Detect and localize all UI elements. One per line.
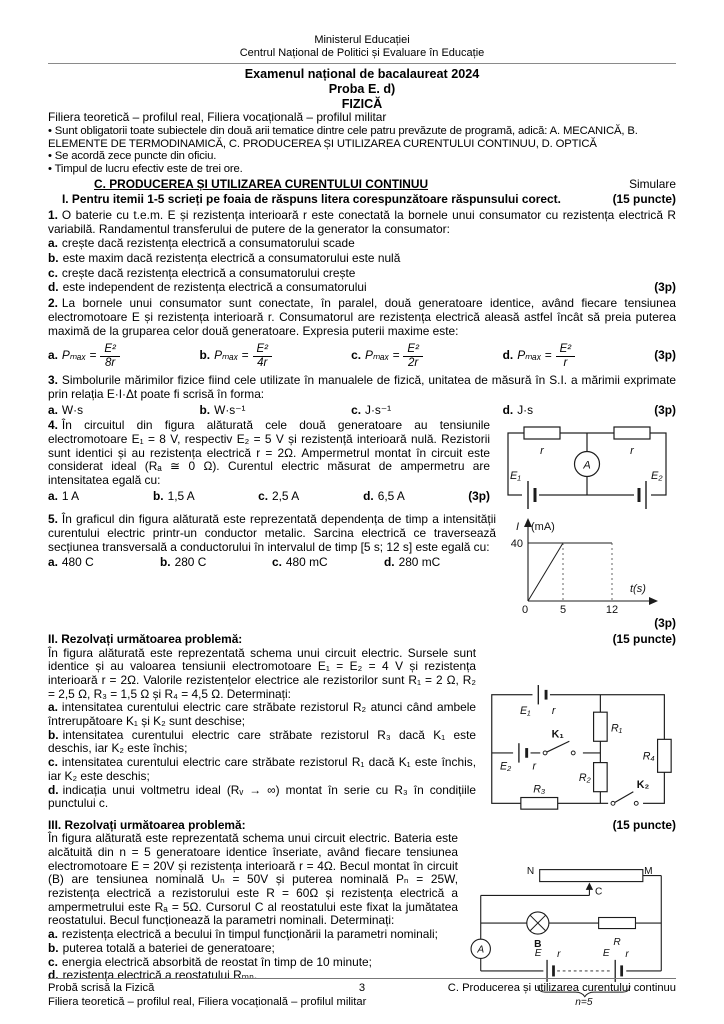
task-letter: c. (48, 755, 58, 770)
task-text: energia electrică absorbită de reostat în timp de 10 minute; (61, 954, 372, 969)
section-heading-row (48, 178, 676, 192)
fraction (403, 343, 423, 370)
source-label: E₂ (499, 760, 512, 773)
points-badge: (3p) (468, 488, 490, 503)
bulb-icon (527, 912, 549, 934)
x-axis-label: t(s) (630, 583, 646, 596)
exam-title: Examenul național de bacalaureat 2024 (244, 66, 480, 81)
option-letter: b. (48, 251, 59, 266)
resistor-label: R₁ (611, 722, 623, 735)
rheostat (540, 870, 643, 890)
option-text: W·s⁻¹ (214, 402, 246, 417)
fraction-numerator: E² (100, 343, 120, 357)
task-text: rezistența electrică a reostatului Rₘₙ. (62, 968, 258, 983)
resistor (599, 918, 636, 929)
points-badge: (3p) (654, 616, 676, 631)
option-letter: b. (199, 402, 211, 417)
internal-resistance-label: r (532, 760, 537, 773)
graph-curve (528, 543, 612, 601)
option-a (48, 237, 676, 251)
part2-heading: II. Rezolvați următoarea problemă: (48, 631, 243, 646)
question-body: Simbolurile mărimilor fizice fiind cele utilizate în manualele de fizică, unitatea de măsură în S.I. a mărimii exprimate prin relația E·I·Δt poate fi scrisă în forma: (48, 373, 676, 401)
option-text: 480 C (61, 555, 94, 570)
internal-resistance-label: r (551, 704, 556, 717)
switch-icon (540, 741, 643, 805)
task-letter: b. (48, 940, 59, 955)
option-d (503, 404, 655, 418)
resistor-label: R (613, 937, 621, 949)
option-c (48, 267, 676, 281)
resistor-label: R₃ (533, 783, 546, 796)
option-a (48, 404, 200, 418)
part1-points: (15 puncte) (612, 192, 676, 207)
option-letter: d. (363, 488, 374, 503)
source-label: E (602, 948, 610, 960)
option-letter: c. (272, 555, 282, 570)
general-instructions (48, 125, 676, 176)
x-axis-arrow (649, 597, 658, 605)
ammeter-icon (471, 939, 490, 958)
question-number: 1. (48, 208, 58, 223)
option-letter: c. (48, 265, 58, 280)
footer-doc-title: Probă scrisă la Fizică (48, 981, 155, 994)
switch-label: K₂ (636, 778, 650, 791)
source-label: E₂ (651, 470, 663, 483)
question-body: În graficul din figura alăturată este reprezentată dependența de timp a intensității curentului electric printr-un conductor metalic. Sarcina electrică ce traversează secțiunea transversală a conductorului în intervalul de timp [5 s; 12 s] este egală cu: (48, 512, 496, 554)
options-row (48, 404, 676, 418)
footer-section: C. Producerea și utilizarea curentului continuu (447, 981, 677, 994)
part2-heading-row (48, 633, 676, 647)
simulare-label: Simulare (629, 176, 676, 191)
ministry-line: Ministerul Educației (314, 34, 410, 46)
option-b (48, 252, 676, 266)
option-c (351, 404, 503, 418)
footer-row-1 (48, 981, 676, 996)
option-text: 1,5 A (167, 488, 195, 503)
question-4 (48, 419, 676, 503)
task-letter: b. (48, 727, 59, 742)
formula-lhs: Pₘₐₓ = (365, 348, 400, 363)
task-letter: c. (48, 954, 58, 969)
question-3 (48, 374, 676, 417)
option-text: 280 C (174, 555, 207, 570)
x-tick-label: 12 (605, 604, 619, 616)
option-text: este maxim dacă rezistența electrică a consumatorului este nulă (62, 251, 401, 266)
option-text: este independent de rezistența electrică a consumatorului (62, 280, 367, 295)
bulb-label: B (534, 939, 542, 951)
question-number: 3. (48, 373, 58, 388)
option-b (153, 490, 258, 504)
task-letter: a. (48, 700, 58, 715)
page-footer (48, 978, 676, 1010)
option-letter: b. (199, 348, 211, 363)
resistor-label: r (540, 445, 544, 458)
option-letter: d. (502, 402, 514, 417)
option-a (48, 343, 200, 370)
points-badge: (3p) (654, 402, 676, 417)
task-letter: d. (48, 782, 59, 797)
fraction (100, 343, 120, 370)
option-a (48, 556, 160, 570)
task-text: puterea totală a bateriei de generatoare; (62, 940, 275, 955)
x-tick-label: 5 (559, 604, 567, 616)
option-letter: c. (258, 488, 269, 503)
option-letter: c. (351, 348, 362, 363)
ammeter-label: A (583, 459, 591, 472)
filiera-line: Filiera teoretică – profilul real, Filiera vocațională – profilul militar (48, 110, 387, 125)
source-label: E₁ (520, 704, 531, 717)
fraction-denominator: 4r (257, 356, 268, 369)
option-text: 2,5 A (272, 488, 300, 503)
question-number: 5. (48, 512, 58, 527)
option-text: J·s⁻¹ (365, 402, 392, 417)
option-letter: b. (160, 555, 171, 570)
fraction-numerator: E² (253, 343, 273, 357)
ammeter-label: A (477, 944, 485, 956)
option-c (272, 556, 384, 570)
option-text: crește dacă rezistența electrică a consumatorului crește (61, 265, 356, 280)
switch-label: K₁ (551, 728, 564, 741)
formula-lhs: Pₘₐₓ = (214, 348, 249, 363)
source-label: E (534, 948, 542, 960)
option-d (48, 281, 676, 295)
exam-subject: FIZICĂ (341, 96, 383, 111)
option-letter: a. (48, 236, 58, 251)
option-b (160, 556, 272, 570)
page-number: 3 (358, 981, 366, 994)
option-b (200, 404, 352, 418)
y-tick-label: 40 (510, 538, 523, 551)
fraction-denominator: 8r (104, 356, 116, 369)
circuit-figure-q4 (498, 419, 676, 511)
generator-count-label: n=5 (575, 997, 593, 1009)
resistor-label: r (630, 445, 634, 458)
cursor-label: C (594, 886, 603, 898)
question-body: La bornele unui consumator sunt conectate, în paralel, două generatoare identice, având fiecare tensiunea electromotoare E și rezistența interioară r. Consumatorul are rezistența electrică aleasă astfel încât să preia puterea maximă de la gruparea celor două generatoare. Expresia puterii maxime este: (48, 296, 676, 338)
question-number: 2. (48, 296, 58, 311)
option-d (384, 556, 496, 570)
part2-body (48, 647, 676, 811)
option-letter: d. (48, 280, 59, 295)
task-text: rezistența electrică a becului în timpul funcționării la parametri nominali; (61, 927, 438, 942)
option-text: W·s (61, 402, 84, 417)
option-text: 280 mC (398, 555, 441, 570)
question-3-text (48, 374, 676, 401)
question-number: 4. (48, 418, 58, 433)
current-time-graph (504, 513, 676, 615)
formula-lhs: Pₘₐₓ = (61, 348, 97, 363)
option-text: 480 mC (285, 555, 328, 570)
formula-lhs: Pₘₐₓ = (517, 348, 552, 363)
circuit-figure-p2 (484, 683, 676, 817)
option-d (363, 490, 468, 504)
footer-filiera: Filiera teoretică – profilul real, Filiera vocațională – profilul militar (48, 996, 367, 1009)
part3-heading: III. Rezolvați următoarea problemă: (48, 817, 246, 832)
section-title: C. PRODUCEREA ȘI UTILIZAREA CURENTULUI CONTINUU (94, 176, 429, 191)
option-letter: a. (48, 348, 58, 363)
option-letter: a. (48, 555, 58, 570)
option-letter: b. (153, 488, 164, 503)
part1-heading: I. Pentru itemii 1-5 scrieți pe foaia de răspuns litera corespunzătoare răspunsului corect. (62, 192, 561, 207)
resistor-label: R₄ (642, 750, 655, 763)
header-divider (48, 63, 676, 64)
question-1-text (48, 209, 676, 236)
option-c (351, 343, 503, 370)
option-letter: d. (502, 348, 514, 363)
points-badge: (3p) (654, 280, 676, 295)
part2-points: (15 puncte) (612, 631, 676, 646)
option-letter: a. (48, 402, 58, 417)
instruction-item: • Sunt obligatorii toate subiectele din două arii tematice dintre cele patru prevăzute de programă, adică: A. MECANICĂ, B. ELEMENTE DE TERMODINAMICĂ, C. PRODUCEREA ȘI UTILIZAREA CURENTULUI CONTINUU, D. OPTICĂ (48, 125, 676, 150)
option-text: J·s (517, 402, 534, 417)
option-text: 1 A (61, 488, 80, 503)
cursor-arrow-icon (586, 883, 593, 890)
question-body: În circuitul din figura alăturată cele două generatoare au tensiunile electromotoare E₁ = 8 V, respectiv E₂ = 5 V și rezistență interioară nulă. Rezistorii sunt identici și au rezistența electrică r = 2Ω. Ampermetrul montat în circuit este considerat ideal (Rₐ ≅ 0 Ω). Curentul electric măsurat de ampermetru are intensitatea egală cu: (48, 418, 490, 488)
fraction (253, 343, 273, 370)
option-d (503, 343, 655, 370)
center-line: Centrul Național de Politici și Evaluare în Educație (239, 47, 485, 60)
x-tick-label: 0 (521, 604, 529, 616)
task-text: indicația unui voltmetru ideal (Rᵥ → ∞) montat în serie cu R₃ în condițiile punctului c. (48, 782, 476, 811)
task-letter: a. (48, 927, 58, 942)
instruction-item: • Se acordă zece puncte din oficiu. (48, 150, 676, 163)
option-letter: a. (48, 488, 58, 503)
internal-resistance-label: r (625, 949, 629, 961)
task-text: intensitatea curentului electric care străbate rezistorul R₁ dacă K₁ este închis, iar K₂ este deschis; (48, 755, 476, 783)
question-1 (48, 209, 676, 295)
task-text: intensitatea curentului electric care străbate rezistorul R₂ atunci când ambele întrerupătoare K₁ și K₂ sunt deschise; (48, 700, 476, 729)
option-text: crește dacă rezistența electrică a consumatorului scade (61, 236, 355, 251)
part3-intro: În figura alăturată este reprezentată schema unui circuit electric. Bateria este alcătuită din n = 5 generatoare identice înseriate, având fiecare tensiunea electromotoare E = 20V și rezistența interioară r = 4Ω. Becul montat în circuit (B) are tensiunea nominală Uₙ = 50V și puterea nominală Pₙ = 25W, rezistența electrică a rezistorului este R = 60Ω și rezistența electrică a ampermetrului este Rₐ = 5Ω. Cursorul C al reostatului este fixat la jumătatea reostatului. Becul funcționează la parametri nominali. Determinați: (48, 831, 458, 928)
y-axis-label: I (516, 521, 520, 534)
fraction-numerator: E² (556, 343, 576, 357)
question-5 (48, 513, 676, 631)
ammeter-icon (575, 452, 600, 477)
fraction-numerator: E² (403, 343, 423, 357)
option-letter: c. (351, 402, 362, 417)
question-2 (48, 297, 676, 372)
y-axis-unit: (mA) (531, 521, 555, 534)
option-text: 6,5 A (377, 488, 405, 503)
part2 (48, 633, 676, 811)
graph-guides (563, 543, 612, 601)
task-text: intensitatea curentului electric care străbate rezistorul R₃ dacă K₁ este deschis, iar K₂ este închis; (48, 727, 476, 756)
points-badge: (3p) (654, 348, 676, 363)
fraction (556, 343, 576, 370)
question-body: O baterie cu t.e.m. E și rezistența interioară r este conectată la bornele unui consumator cu rezistența electrică R variabilă. Randamentul transferului de putere de la generator la consumator: (48, 208, 676, 236)
source-label: E₁ (510, 470, 521, 483)
option-a (48, 490, 153, 504)
options-row (48, 490, 490, 504)
instruction-item: • Timpul de lucru efectiv este de trei ore. (48, 163, 676, 176)
part3-points: (15 puncte) (612, 817, 676, 832)
exam-proba: Proba E. d) (328, 81, 396, 96)
internal-resistance-label: r (557, 949, 561, 961)
question-2-text (48, 297, 676, 338)
fraction-denominator: 2r (408, 356, 419, 369)
option-b (200, 343, 352, 370)
part2-intro: În figura alăturată este reprezentată schema unui circuit electric. Sursele sunt identice și au valoarea tensiunii electromotoare E₁ = E₂ = 4 V și rezistența interioară r = 2Ω. Valorile rezistențelor electrice ale rezistorilor sunt R₁ = 2 Ω, R₂ = 2,5 Ω, R₃ = 1,5 Ω și R₄ = 4,5 Ω. Determinați: (48, 645, 476, 701)
options-row (48, 556, 496, 570)
part1-heading-row (48, 193, 676, 207)
task-letter: d. (48, 968, 59, 983)
fraction-denominator: r (563, 356, 568, 369)
option-c (258, 490, 363, 504)
rheostat-end-label: N (526, 866, 535, 878)
option-letter: d. (384, 555, 395, 570)
resistor-label: R₂ (578, 771, 591, 784)
formula-options-row (48, 340, 676, 372)
rheostat-end-label: M (644, 866, 653, 878)
